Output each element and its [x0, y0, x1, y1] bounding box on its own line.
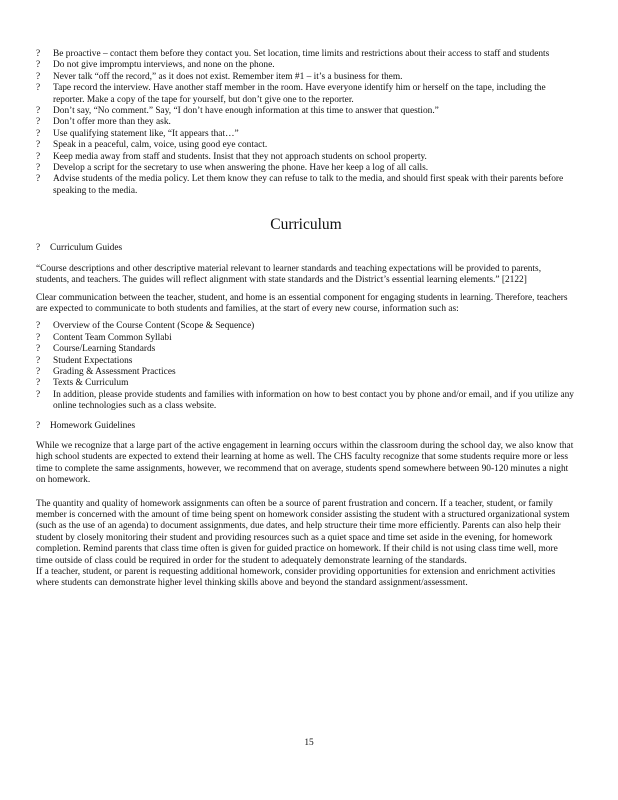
bullet-marker: ? — [36, 83, 41, 94]
bullet-marker: ? — [36, 344, 41, 355]
list-item: ? Be proactive – contact them before they contact you. Set location, time limits and restrictions about their access to staff and students — [36, 49, 550, 59]
list-item: ? Speak in a peaceful, calm, voice, using good eye contact. — [36, 140, 268, 151]
section-title: Curriculum — [270, 216, 342, 234]
bullet-marker: ? — [36, 243, 41, 254]
list-item: ? In addition, please provide students and families with information on how to best contact you by phone and/or email, and if you utilize any online technologies such as a class website. — [36, 389, 574, 412]
bullet-marker: ? — [36, 420, 41, 431]
bullet-marker: ? — [36, 378, 41, 389]
bullet-marker: ? — [36, 174, 41, 185]
list-item: ? Advise students of the media policy. Let them know they can refuse to talk to the media, and should first speak with their parents before speaking to the media. — [36, 174, 564, 196]
list-item: ? Don’t say, “No comment.” Say, “I don’t have enough information at this time to answer that question.” — [36, 106, 439, 117]
list-item: ? Student Expectations — [36, 355, 133, 366]
list-item: ? Texts & Curriculum — [36, 378, 129, 389]
list-item: ? Tape record the interview. Have another staff member in the room. Have everyone identify him or herself on the tape, including the reporter. Make a copy of the tape for yourself, but don’t give one to the reporter. — [36, 83, 546, 105]
list-item: ? Develop a script for the secretary to use when answering the phone. Have her keep a log of all calls. — [36, 163, 429, 174]
bullet-marker: ? — [36, 106, 41, 117]
list-item: ? Use qualifying statement like, “It appears that…” — [36, 128, 239, 139]
list-item: ? Course/Learning Standards — [36, 344, 156, 355]
page-number: 15 — [304, 738, 314, 748]
list-item: ? Do not give impromptu interviews, and none on the phone. — [36, 60, 275, 71]
bullet-marker: ? — [36, 151, 41, 162]
list-item: ? Don’t offer more than they ask. — [36, 117, 171, 128]
document-page — [36, 49, 576, 596]
homework-paragraph-2: The quantity and quality of homework assignments can often be a source of parent frustration and concern. If a teacher, student, or family member is concerned with the amount of time being spent on homework consider assisting the student with a structured organizational system (such as the use of an agenda) to document assignments, due dates, and help structure their time more efficiently. Parents can also help their student by closely monitoring their student and providing resources such as a quiet space and time set aside in the evening, for homework completion. Remind parents that class time often is given for guided practice on homework. If their child is not using class time well, more time outside of class could be required in order for the student to adequately demonstrate learning of the standards. — [36, 498, 570, 566]
bullet-marker: ? — [36, 366, 41, 377]
list-item: ? Content Team Common Syllabi — [36, 332, 172, 343]
list-item: ? Overview of the Course Content (Scope & Sequence) — [36, 321, 255, 332]
bullet-marker: ? — [36, 128, 41, 139]
bullet-marker: ? — [36, 117, 41, 128]
bullet-marker: ? — [36, 332, 41, 343]
policy-quote: “Course descriptions and other descriptive material relevant to learner standards and teaching expectations will be provided to parents, students, and teachers. The guides will reflect alignment with state standards and the District’s essential learning elements.” [2122] — [36, 263, 542, 286]
list-item: ? Never talk “off the record,” as it does not exist. Remember item #1 – it’s a business for them. — [36, 71, 403, 82]
bullet-marker: ? — [36, 163, 41, 174]
media-guidelines-list — [36, 49, 576, 197]
subheading-curriculum-guides: ? Curriculum Guides — [36, 243, 123, 254]
bullet-marker: ? — [36, 355, 41, 366]
homework-paragraph-1: While we recognize that a large part of the active engagement in learning occurs within the classroom during the school day, we also know that high school students are expected to extend their learning at home as well. The CHS faculty recognize that some students require more or less time to complete the same assignments, however, we recommend that on average, students spend somewhere between 90-120 minutes a night on homework. — [36, 440, 574, 486]
bullet-marker: ? — [36, 71, 41, 82]
bullet-marker: ? — [36, 49, 41, 59]
intro-paragraph: Clear communication between the teacher, student, and home is an essential component for engaging students in learning. Therefore, teachers are expected to communicate to both students and families, at the start of every new course, information such as: — [36, 292, 568, 314]
bullet-marker: ? — [36, 60, 41, 71]
list-item: ? Grading & Assessment Practices — [36, 366, 176, 377]
subheading-homework-guidelines: ? Homework Guidelines — [36, 420, 136, 431]
homework-paragraph-3: If a teacher, student, or parent is requesting additional homework, consider providing opportunities for extension and enrichment activities where students can demonstrate higher level thinking skills above and beyond the standard assignment/assessment. — [36, 567, 556, 589]
bullet-marker: ? — [36, 140, 41, 151]
course-info-list — [36, 321, 576, 412]
bullet-marker: ? — [36, 321, 41, 332]
list-item: ? Keep media away from staff and students. Insist that they not approach students on school property. — [36, 151, 427, 162]
bullet-marker: ? — [36, 389, 41, 400]
